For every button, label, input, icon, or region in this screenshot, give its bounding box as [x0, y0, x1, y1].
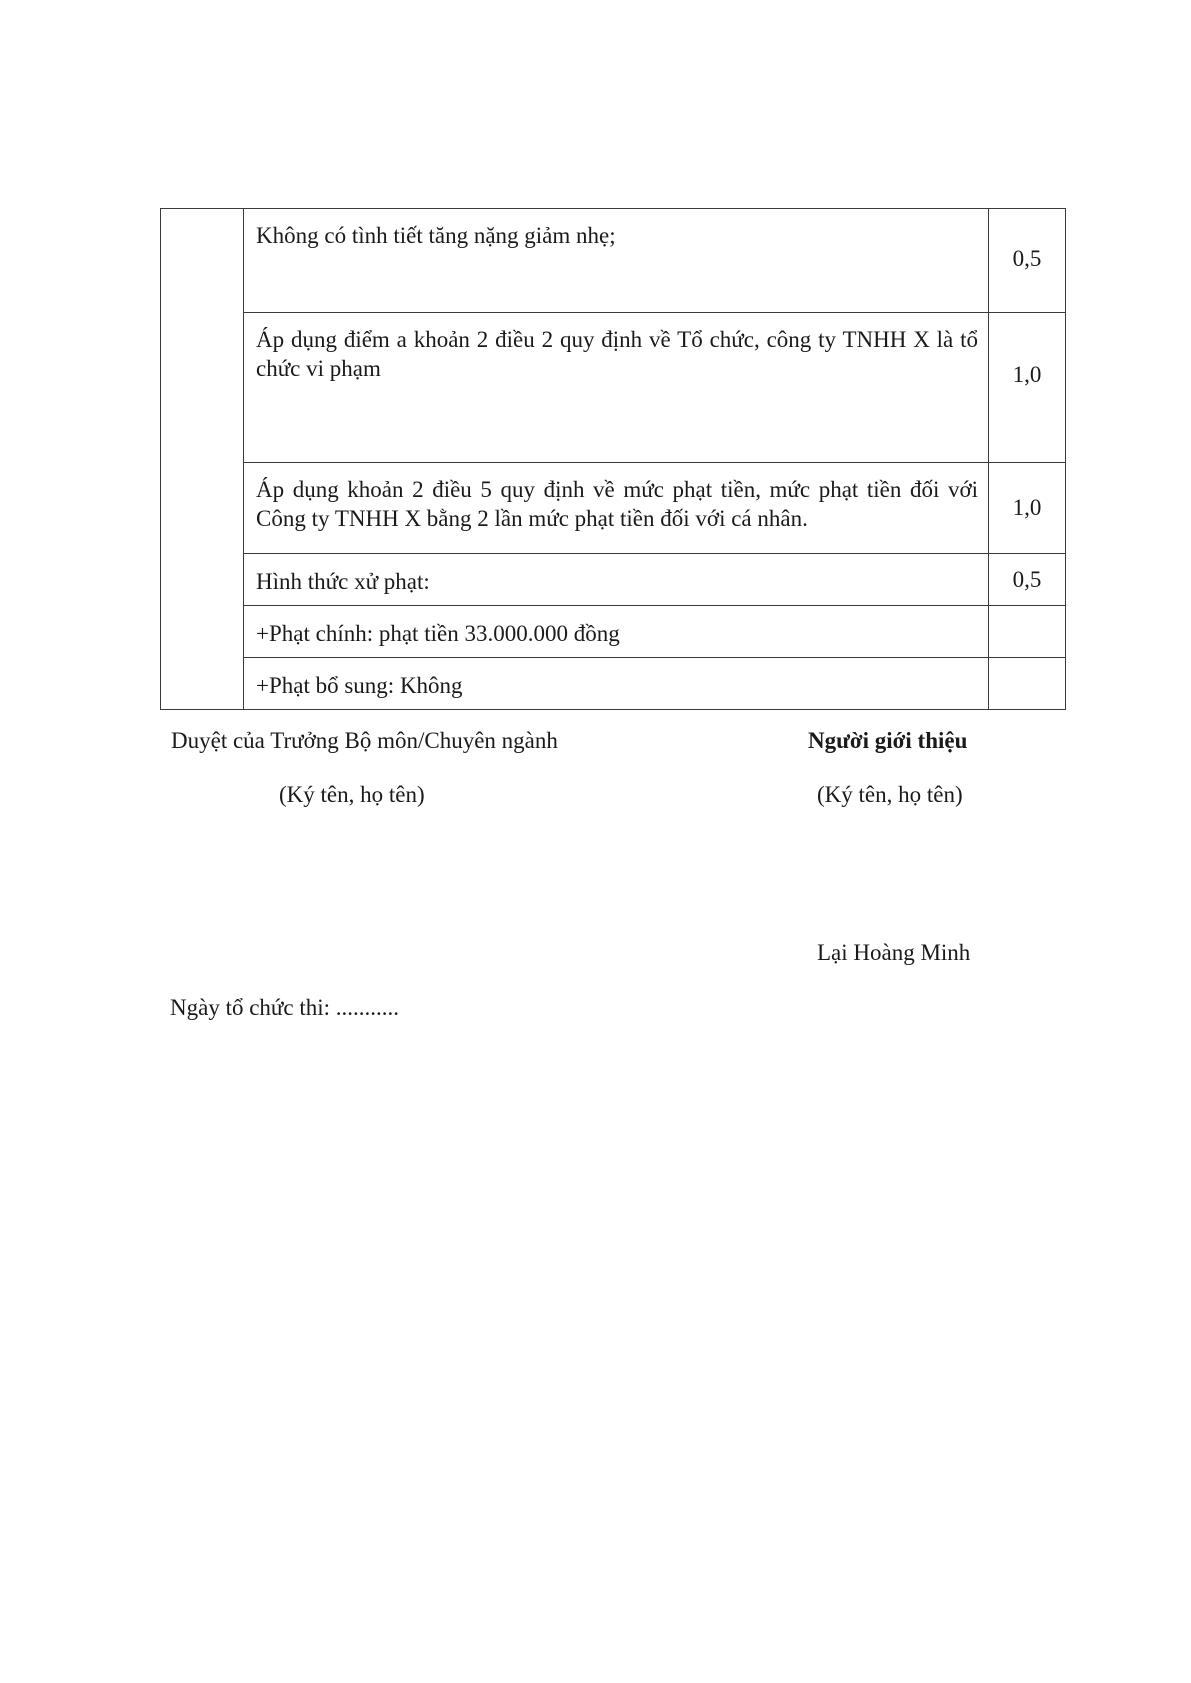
score-cell: 1,0 — [989, 463, 1066, 554]
table-row — [161, 658, 1066, 710]
introducer-name: Lại Hoàng Minh — [817, 940, 971, 965]
criteria-cell: +Phạt chính: phạt tiền 33.000.000 đồng — [244, 606, 989, 658]
criteria-cell: +Phạt bổ sung: Không — [244, 658, 989, 710]
table-row — [161, 209, 1066, 313]
criteria-cell: Áp dụng điểm a khoản 2 điều 2 quy định về Tổ chức, công ty TNHH X là tổ chức vi phạm — [244, 313, 989, 463]
criteria-cell: Không có tình tiết tăng nặng giảm nhẹ; — [244, 209, 989, 313]
introducer-signature-note: (Ký tên, họ tên) — [817, 782, 963, 807]
table-row — [161, 463, 1066, 554]
approval-title: Duyệt của Trưởng Bộ môn/Chuyên ngành — [171, 728, 558, 753]
criteria-cell: Áp dụng khoản 2 điều 5 quy định về mức phạt tiền, mức phạt tiền đối với Công ty TNHH X bằng 2 lần mức phạt tiền đối với cá nhân. — [244, 463, 989, 554]
blank-column-cell — [161, 209, 244, 710]
score-cell: 0,5 — [989, 554, 1066, 606]
score-cell — [989, 606, 1066, 658]
introducer-title: Người giới thiệu — [808, 728, 968, 753]
score-cell: 1,0 — [989, 313, 1066, 463]
table-row — [161, 313, 1066, 463]
grading-table — [160, 208, 1066, 710]
score-cell — [989, 658, 1066, 710]
score-cell: 0,5 — [989, 209, 1066, 313]
exam-date-label: Ngày tổ chức thi: ........... — [170, 995, 400, 1020]
table-row — [161, 606, 1066, 658]
approval-signature-note: (Ký tên, họ tên) — [279, 782, 425, 807]
table-row — [161, 554, 1066, 606]
criteria-cell: Hình thức xử phạt: — [244, 554, 989, 606]
